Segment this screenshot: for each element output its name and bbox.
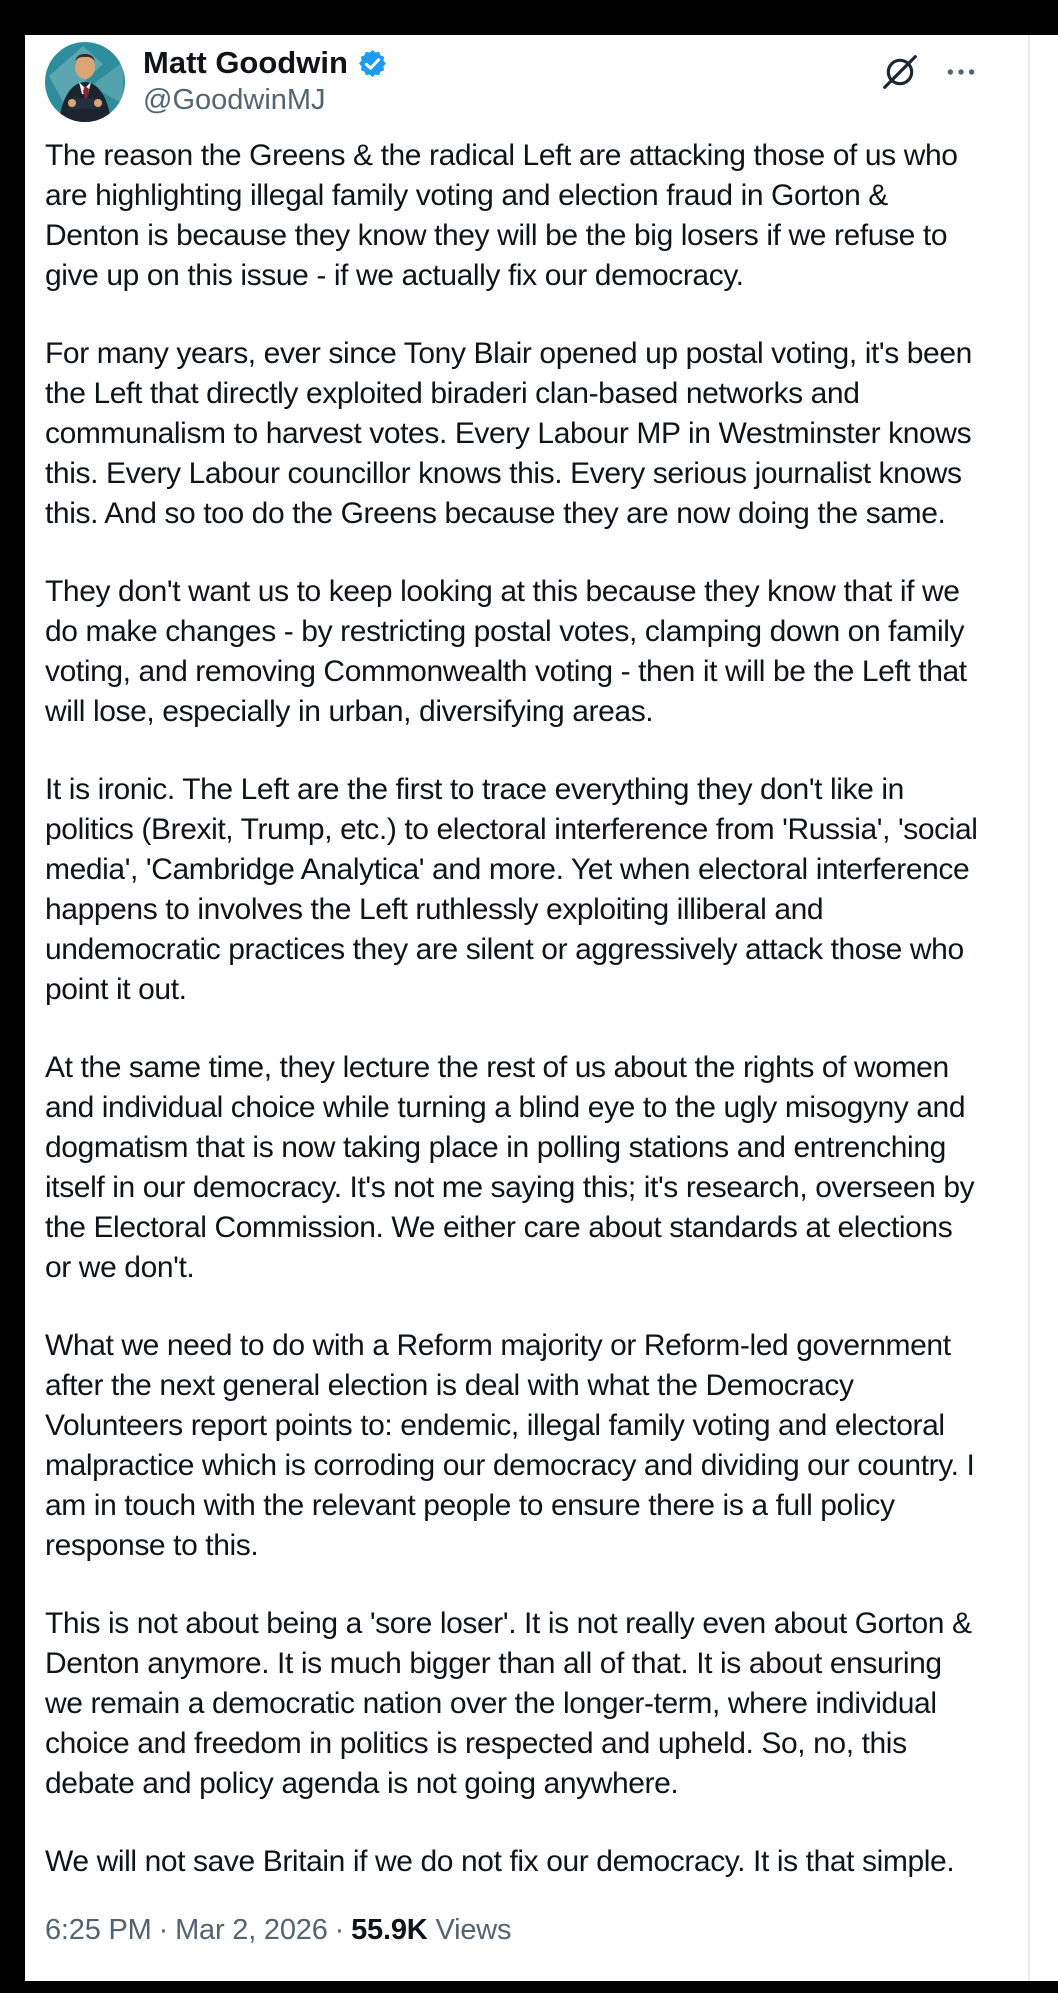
more-button[interactable] xyxy=(944,55,978,89)
display-name: Matt Goodwin xyxy=(143,45,348,80)
tweet-paragraph: The reason the Greens & the radical Left are attacking those of us who are highlighting illegal family voting and election fraud in Gorton & Denton is because they know they will be the big losers if we refuse to give up on this issue - if we actually fix our democracy. xyxy=(45,139,958,292)
user-identity xyxy=(143,42,388,118)
tweet-meta-row xyxy=(45,1912,978,1948)
timestamp-date: Mar 2, 2026 xyxy=(175,1914,328,1946)
grok-slashed-circle-icon xyxy=(880,52,920,92)
meta-separator: · xyxy=(158,1914,169,1946)
tweet-text xyxy=(45,136,978,1882)
tweet-paragraph: This is not about being a 'sore loser'. It is not really even about Gorton & Denton anymore. It is much bigger than all of that. It is about ensuring we remain a democratic nation over the longer-term, where individual choice and freedom in politics is respected and upheld. So, no, this debate and policy agenda is not going anywhere. xyxy=(45,1607,972,1800)
tweet-paragraph: What we need to do with a Reform majority or Reform-led government after the next general election is deal with what the Democracy Volunteers report points to: endemic, illegal family voting and electoral malpractice which is corroding our democracy and dividing our country. I am in touch with the relevant people to ensure there is a full policy response to this. xyxy=(45,1329,975,1562)
verified-badge-icon xyxy=(357,48,388,79)
user-handle[interactable]: @GoodwinMJ xyxy=(143,84,326,116)
ellipsis-more-icon xyxy=(944,55,978,89)
meta-separator: · xyxy=(334,1914,345,1946)
views-count: 55.9K xyxy=(351,1914,428,1946)
tweet-paragraph: For many years, ever since Tony Blair opened up postal voting, it's been the Left that directly exploited biraderi clan-based networks and communalism to harvest votes. Every Labour MP in Westminster knows this. Every Labour councillor knows this. Every serious journalist knows this. And so too do the Greens because they are now doing the same. xyxy=(45,337,972,530)
tweet-card xyxy=(25,35,1058,1981)
views-label: Views xyxy=(435,1914,512,1946)
tweet-paragraph: It is ironic. The Left are the first to trace everything they don't like in politics (Brexit, Trump, etc.) to electoral interference from 'Russia', 'social media', 'Cambridge Analytica' and more. Yet when electoral interference happens to involves the Left ruthlessly exploiting illiberal and undemocratic practices they are silent or aggressively attack those who point it out. xyxy=(45,773,978,1006)
display-name-row[interactable] xyxy=(143,44,388,82)
tweet-content-area xyxy=(25,35,1008,1948)
tweet-header xyxy=(45,42,978,122)
tweet-paragraph: At the same time, they lecture the rest of us about the rights of women and individual choice while turning a blind eye to the ugly misogyny and dogmatism that is now taking place in polling stations and entrenching itself in our democracy. It's not me saying this; it's research, overseen by the Electoral Commission. We either care about standards at elections or we don't. xyxy=(45,1051,975,1284)
avatar-image xyxy=(45,42,125,122)
header-actions xyxy=(880,42,978,92)
tweet-paragraph: They don't want us to keep looking at this because they know that if we do make changes - by restricting postal votes, clamping down on family voting, and removing Commonwealth voting - then it will be the Left that will lose, especially in urban, diversifying areas. xyxy=(45,575,967,728)
tweet-paragraph: We will not save Britain if we do not fix our democracy. It is that simple. xyxy=(45,1845,955,1878)
timestamp-time: 6:25 PM xyxy=(45,1914,152,1946)
avatar[interactable] xyxy=(45,42,125,122)
card-right-divider xyxy=(1028,35,1030,1981)
grok-button[interactable] xyxy=(880,52,920,92)
